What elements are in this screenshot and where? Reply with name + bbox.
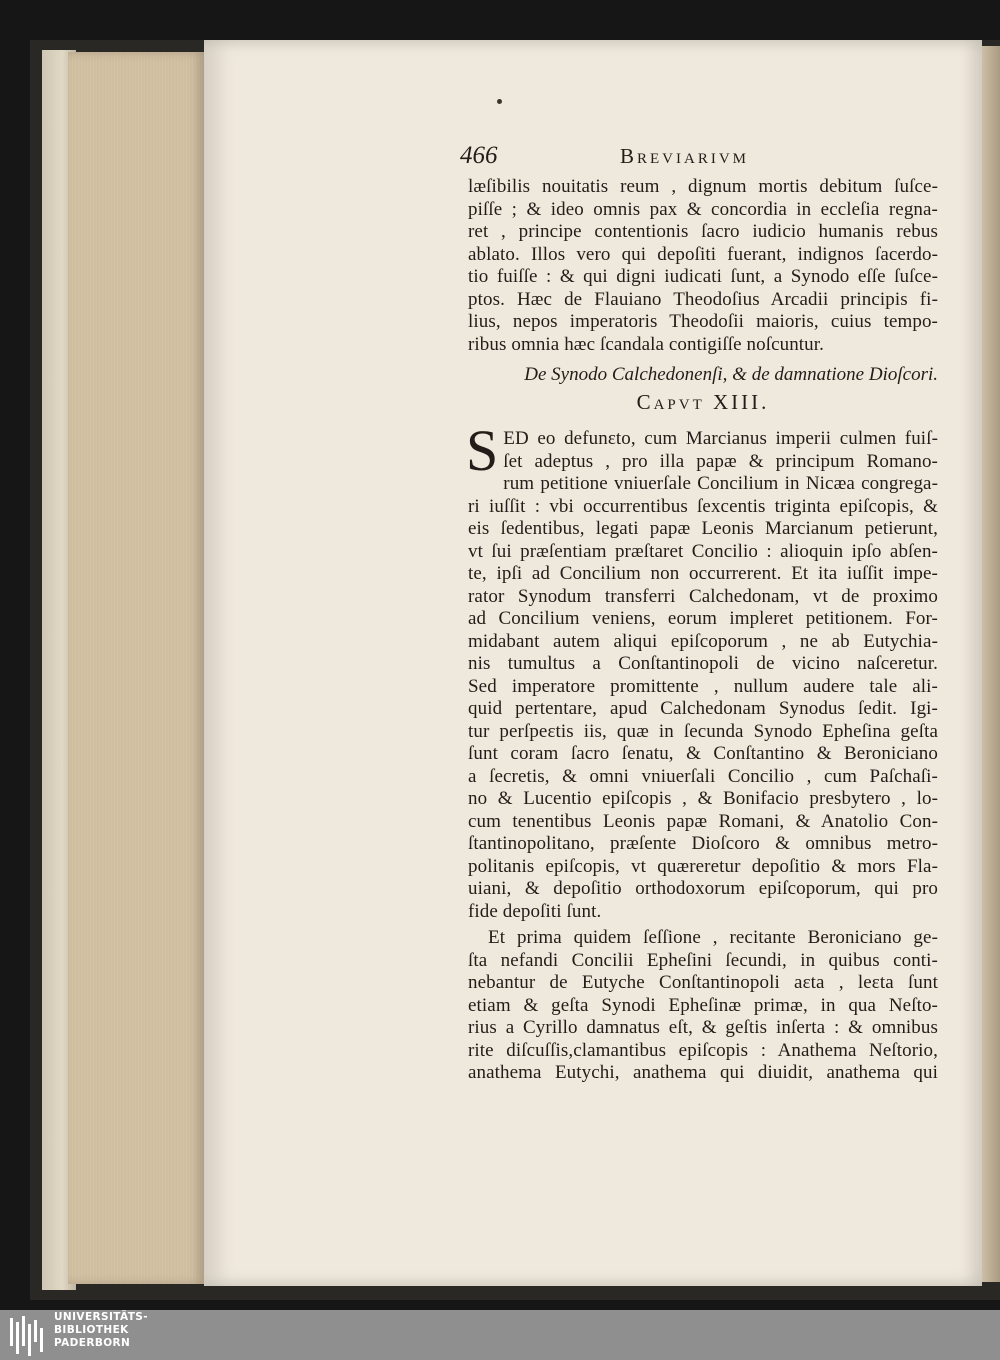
text-line: ri iuſſit : vbi occurrentibus ſexcentis triginta epiſcopis, & (468, 495, 938, 517)
text-line: Et prima quidem ſeſſione , recitante Beroniciano ge- (488, 927, 938, 948)
text-line: ad Concilium veniens, eorum impleret petitionem. For- (468, 608, 938, 629)
text-line: quid pertentare, apud Calchedonam Synodus ſedit. Igi- (468, 698, 938, 719)
text-line-first (468, 428, 938, 451)
text-line: tur perſpeɛtis iis, quæ in ſecunda Synodo Epheſina geſta (468, 720, 938, 742)
text-line: ribus omnia hæc ſcandala contigiſſe noſcuntur. (468, 333, 825, 355)
text-line: ablato. Illos vero qui depoſiti fuerant, indignos ſacerdo- (468, 243, 938, 265)
logo-line: PADERBORN (54, 1337, 131, 1349)
text-line: a ſecretis, & omni vniuerſali Concilio , cum Paſchaſi- (468, 765, 938, 787)
text-line: vt ſui præſentiam præſtaret Concilio : alioquin ipſo abſen- (468, 540, 938, 562)
chapter-subtitle: De Synodo Calchedonenſi, & de damnatione Dioſcori. (524, 364, 938, 385)
text-line: Sed imperatore promittente , nullum audere tale ali- (468, 675, 938, 697)
paragraph-2 (468, 927, 938, 1085)
library-logo-text (54, 1311, 148, 1350)
text-line: rite diſcuſſis,clamantibus epiſcopis : Anathema Neſtorio, (468, 1039, 938, 1061)
text-line: eis ſedentibus, legati papæ Leonis Marcianum petierunt, (468, 518, 938, 539)
text-line-rest: eo defunɛto, cum Marcianus imperii culmen fuiſ- (528, 428, 938, 449)
page-header (460, 140, 938, 176)
library-footer (0, 1310, 1000, 1360)
text-line: cum tenentibus Leonis papæ Romani, & Anatolio Con- (468, 810, 938, 832)
logo-line: UNIVERSITÄTS- (54, 1311, 149, 1323)
text-line: fide depoſiti ſunt. (468, 900, 602, 922)
text-line: tio fuiſſe : & qui digni iudicati ſunt, a Synodo eſſe ſuſce- (468, 266, 938, 287)
text-line: ſunt coram ſacro ſenatu, & Conſtantino & Beroniciano (468, 743, 938, 764)
text-line: læſibilis nouitatis reum , dignum mortis debitum ſuſce- (468, 176, 938, 197)
book-right-edge (982, 46, 1000, 1282)
text-line: midabant autem aliqui epiſcoporum , ne ab Eutychia- (468, 630, 938, 652)
text-line: nebantur de Eutyche Conſtantinopoli aɛta , leɛta ſunt (468, 972, 938, 993)
page-stack-edges (68, 52, 204, 1284)
text-line: ſet adeptus , pro illa papæ & principum Romano- (503, 450, 938, 472)
text-line: ſta nefandi Concilii Epheſini ſecundi, in quibus conti- (468, 949, 938, 971)
text-line: rator Synodum transferri Calchedonam, vt de proximo (468, 585, 938, 607)
chapter-heading: Capvt XIII. (636, 390, 770, 414)
ink-dot (497, 99, 502, 104)
text-line: lius, nepos imperatoris Theodoſii maioris, cuius tempo- (468, 311, 938, 332)
text-line: etiam & geſta Synodi Epheſinæ primæ, in qua Neſto- (468, 994, 938, 1016)
text-line: politanis epiſcopis, vt quæreretur depoſitio & mors Fla- (468, 855, 938, 877)
page-text-block (460, 140, 938, 1085)
text-line: ret , principe contentionis ſacro iudicio humanis rebus (468, 221, 938, 242)
logo-line: BIBLIOTHEK (54, 1324, 129, 1336)
library-logo-icon (8, 1314, 46, 1358)
text-line: ptos. Hæc de Flauiano Theodoſius Arcadii principis fi- (468, 288, 938, 310)
paragraph-top (468, 176, 938, 356)
text-line: anathema Eutychi, anathema qui diuidit, anathema qui (468, 1062, 938, 1083)
running-title: Breviarivm (620, 144, 750, 168)
drop-capital: S (466, 418, 499, 483)
text-line: rum petitione vniuerſale Concilium in Nicæa congrega- (503, 473, 938, 494)
paragraph-1 (466, 418, 938, 923)
text-line: rius a Cyrillo damnatus eſt, & geſtis inſerta : & omnibus (468, 1017, 938, 1038)
text-line: ſtantinopolitano, præſente Dioſcoro & omnibus metro- (468, 833, 938, 854)
page-number: 466 (460, 142, 498, 169)
text-line: nis tumultus a Conſtantinopoli de vicino naſceretur. (468, 653, 938, 674)
text-line: no & Lucentio epiſcopis , & Bonifacio presbytero , lo- (468, 788, 938, 809)
text-line: uiani, & depoſitio orthodoxorum epiſcoporum, qui pro (468, 878, 938, 899)
first-word-rest: ED (503, 428, 529, 449)
text-line: te, ipſi ad Concilium non occurrerent. Et ita iuſſit impe- (468, 563, 938, 584)
text-line: piſſe ; & ideo omnis pax & concordia in eccleſia regna- (468, 198, 938, 220)
